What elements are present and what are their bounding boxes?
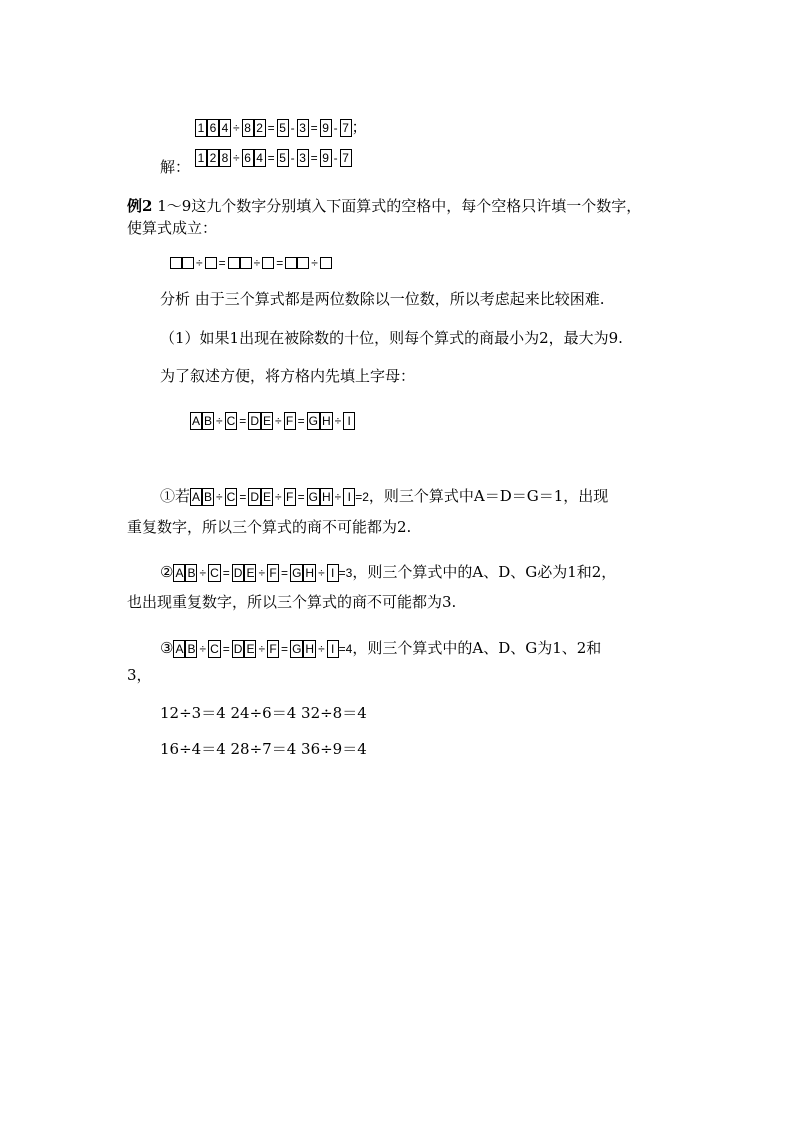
operator: ÷	[233, 121, 240, 135]
digit-box: D	[250, 490, 259, 504]
digit-box: H	[321, 414, 331, 428]
digit-box: 9	[320, 149, 332, 167]
item-3-line-1	[160, 637, 601, 660]
results-line-2: 16÷4＝4 28÷7＝4 36÷9＝4	[160, 740, 367, 758]
digit-box: D	[250, 414, 259, 428]
digit-box: E	[263, 490, 272, 504]
digit-box: H	[305, 642, 315, 656]
empty-box	[240, 257, 252, 269]
operator: ÷	[199, 566, 207, 580]
operator: =	[239, 414, 247, 428]
operator: =	[218, 256, 226, 270]
digit-box: H	[321, 490, 331, 504]
example-2-label: 例2	[127, 197, 153, 215]
operator: ÷	[199, 642, 207, 656]
digit-box: G	[308, 414, 318, 428]
operator: ÷	[258, 642, 266, 656]
operator: ÷	[216, 490, 223, 504]
operator: =	[310, 121, 318, 135]
operator: =	[239, 490, 247, 504]
operator: ÷	[334, 490, 342, 504]
example-2-line-1	[127, 195, 641, 217]
digit-box: C	[210, 566, 219, 580]
digit-box: E	[262, 414, 271, 428]
digit-box: F	[267, 564, 279, 582]
example-2-line-2: 使算式成立：	[127, 219, 218, 237]
digit-box: 1	[195, 149, 207, 167]
digit-box: A	[175, 642, 184, 656]
item-1-text-1: ，则三个算式中A＝D＝G＝1，出现	[368, 487, 609, 505]
item-3-equation	[173, 640, 338, 658]
convenience-text: 为了叙述方便，将方格内先填上字母：	[160, 367, 416, 385]
digit-box: I	[343, 412, 355, 430]
item-3-text-1: ，则三个算式中的A、D、G为1、2和	[352, 639, 602, 657]
operator: ÷	[253, 256, 261, 270]
digit-box: 9	[320, 119, 332, 137]
operator: =	[222, 642, 230, 656]
blank-equation-line	[170, 251, 332, 273]
digit-box: 7	[340, 119, 352, 137]
item-1-result: =2	[355, 490, 369, 504]
operator: =	[281, 642, 289, 656]
solution-equation-2-line	[195, 146, 352, 168]
item-1-line-1	[160, 485, 608, 508]
empty-box	[205, 257, 217, 269]
empty-box	[320, 257, 332, 269]
empty-box	[182, 257, 194, 269]
digit-box: I	[327, 564, 339, 582]
item-3-line-2: 3，	[127, 666, 152, 684]
item-1-line-2: 重复数字，所以三个算式的商不可能都为2.	[127, 518, 412, 536]
solution-equation-2	[195, 149, 352, 167]
digit-box: D	[233, 642, 243, 656]
operator: ÷	[311, 256, 318, 270]
item-2-prefix: ②	[160, 563, 174, 581]
solution-equation-1	[195, 119, 352, 137]
digit-box: 5	[277, 119, 289, 137]
item-2-result: =3	[338, 566, 353, 580]
operator: -	[290, 151, 295, 165]
item-1-equation	[190, 488, 355, 506]
digit-box: 3	[297, 149, 309, 167]
analysis-text: 分析 由于三个算式都是两位数除以一位数，所以考虑起来比较困难.	[160, 290, 605, 308]
operator: =	[297, 490, 305, 504]
digit-box: 4	[254, 149, 266, 167]
letter-equation-line	[190, 409, 355, 431]
operator: ÷	[275, 490, 282, 504]
digit-box: B	[204, 414, 213, 428]
digit-box: C	[210, 642, 219, 656]
digit-box: D	[233, 566, 243, 580]
item-2-text-1: ，则三个算式中的A、D、G必为1和2，	[352, 563, 617, 581]
operator: =	[267, 121, 275, 135]
solution-equation-1-line	[195, 116, 367, 138]
digit-box: I	[327, 640, 339, 658]
operator: ÷	[196, 256, 203, 270]
operator: ÷	[334, 414, 342, 428]
digit-box: 2	[254, 119, 266, 137]
operator: ÷	[318, 642, 325, 656]
operator: =	[276, 256, 284, 270]
digit-box: 2	[207, 149, 219, 167]
digit-box: 8	[219, 149, 231, 167]
digit-box: 8	[242, 119, 254, 137]
operator: =	[297, 414, 305, 428]
results-line-1: 12÷3＝4 24÷6＝4 32÷8＝4	[160, 704, 367, 722]
digit-box: E	[246, 566, 255, 580]
digit-box: 5	[277, 149, 289, 167]
item-2-line-2: 也出现重复数字，所以三个算式的商不可能都为3.	[127, 593, 457, 611]
item-2-equation	[173, 564, 338, 582]
operator: ÷	[275, 414, 282, 428]
digit-box: G	[308, 490, 318, 504]
blank-equation	[170, 254, 332, 272]
digit-box: F	[284, 412, 296, 430]
empty-box	[170, 257, 182, 269]
operator: =	[310, 151, 318, 165]
digit-box: 6	[242, 149, 254, 167]
operator: -	[333, 151, 338, 165]
digit-box: H	[305, 566, 315, 580]
operator: -	[290, 121, 295, 135]
letter-equation	[190, 412, 355, 430]
digit-box: C	[226, 490, 236, 504]
digit-box: A	[192, 490, 201, 504]
digit-box: 4	[219, 119, 231, 137]
operator: =	[281, 566, 289, 580]
operator: ÷	[233, 151, 240, 165]
item-3-prefix: ③	[160, 639, 174, 657]
digit-box: 3	[297, 119, 309, 137]
operator: ÷	[258, 566, 266, 580]
digit-box: 1	[195, 119, 207, 137]
example-2-text-1: 1～9这九个数字分别填入下面算式的空格中，每个空格只许填一个数字，	[152, 197, 642, 215]
solution-label: 解：	[160, 158, 191, 176]
empty-box	[262, 257, 274, 269]
case-1-text: （1）如果1出现在被除数的十位，则每个算式的商最小为2，最大为9.	[160, 329, 623, 347]
digit-box: G	[292, 642, 302, 656]
digit-box: B	[204, 490, 213, 504]
operator: =	[267, 151, 275, 165]
digit-box: G	[292, 566, 302, 580]
empty-box	[228, 257, 240, 269]
operator: ÷	[216, 414, 223, 428]
digit-box: A	[192, 414, 201, 428]
digit-box: A	[175, 566, 184, 580]
digit-box: E	[246, 642, 255, 656]
digit-box: F	[267, 640, 279, 658]
operator: =	[222, 566, 230, 580]
item-2-line-1	[160, 561, 616, 584]
digit-box: C	[226, 414, 236, 428]
digit-box: I	[343, 488, 355, 506]
empty-box	[297, 257, 309, 269]
operator: ÷	[318, 566, 325, 580]
operator: -	[333, 121, 338, 135]
digit-box: 6	[207, 119, 219, 137]
item-1-prefix: ①若	[160, 487, 191, 505]
empty-box	[285, 257, 297, 269]
digit-box: B	[187, 566, 196, 580]
digit-box: B	[187, 642, 196, 656]
digit-box: F	[284, 488, 296, 506]
digit-box: 7	[340, 149, 352, 167]
item-3-result: =4	[338, 642, 353, 656]
semicolon: ；	[351, 118, 367, 136]
